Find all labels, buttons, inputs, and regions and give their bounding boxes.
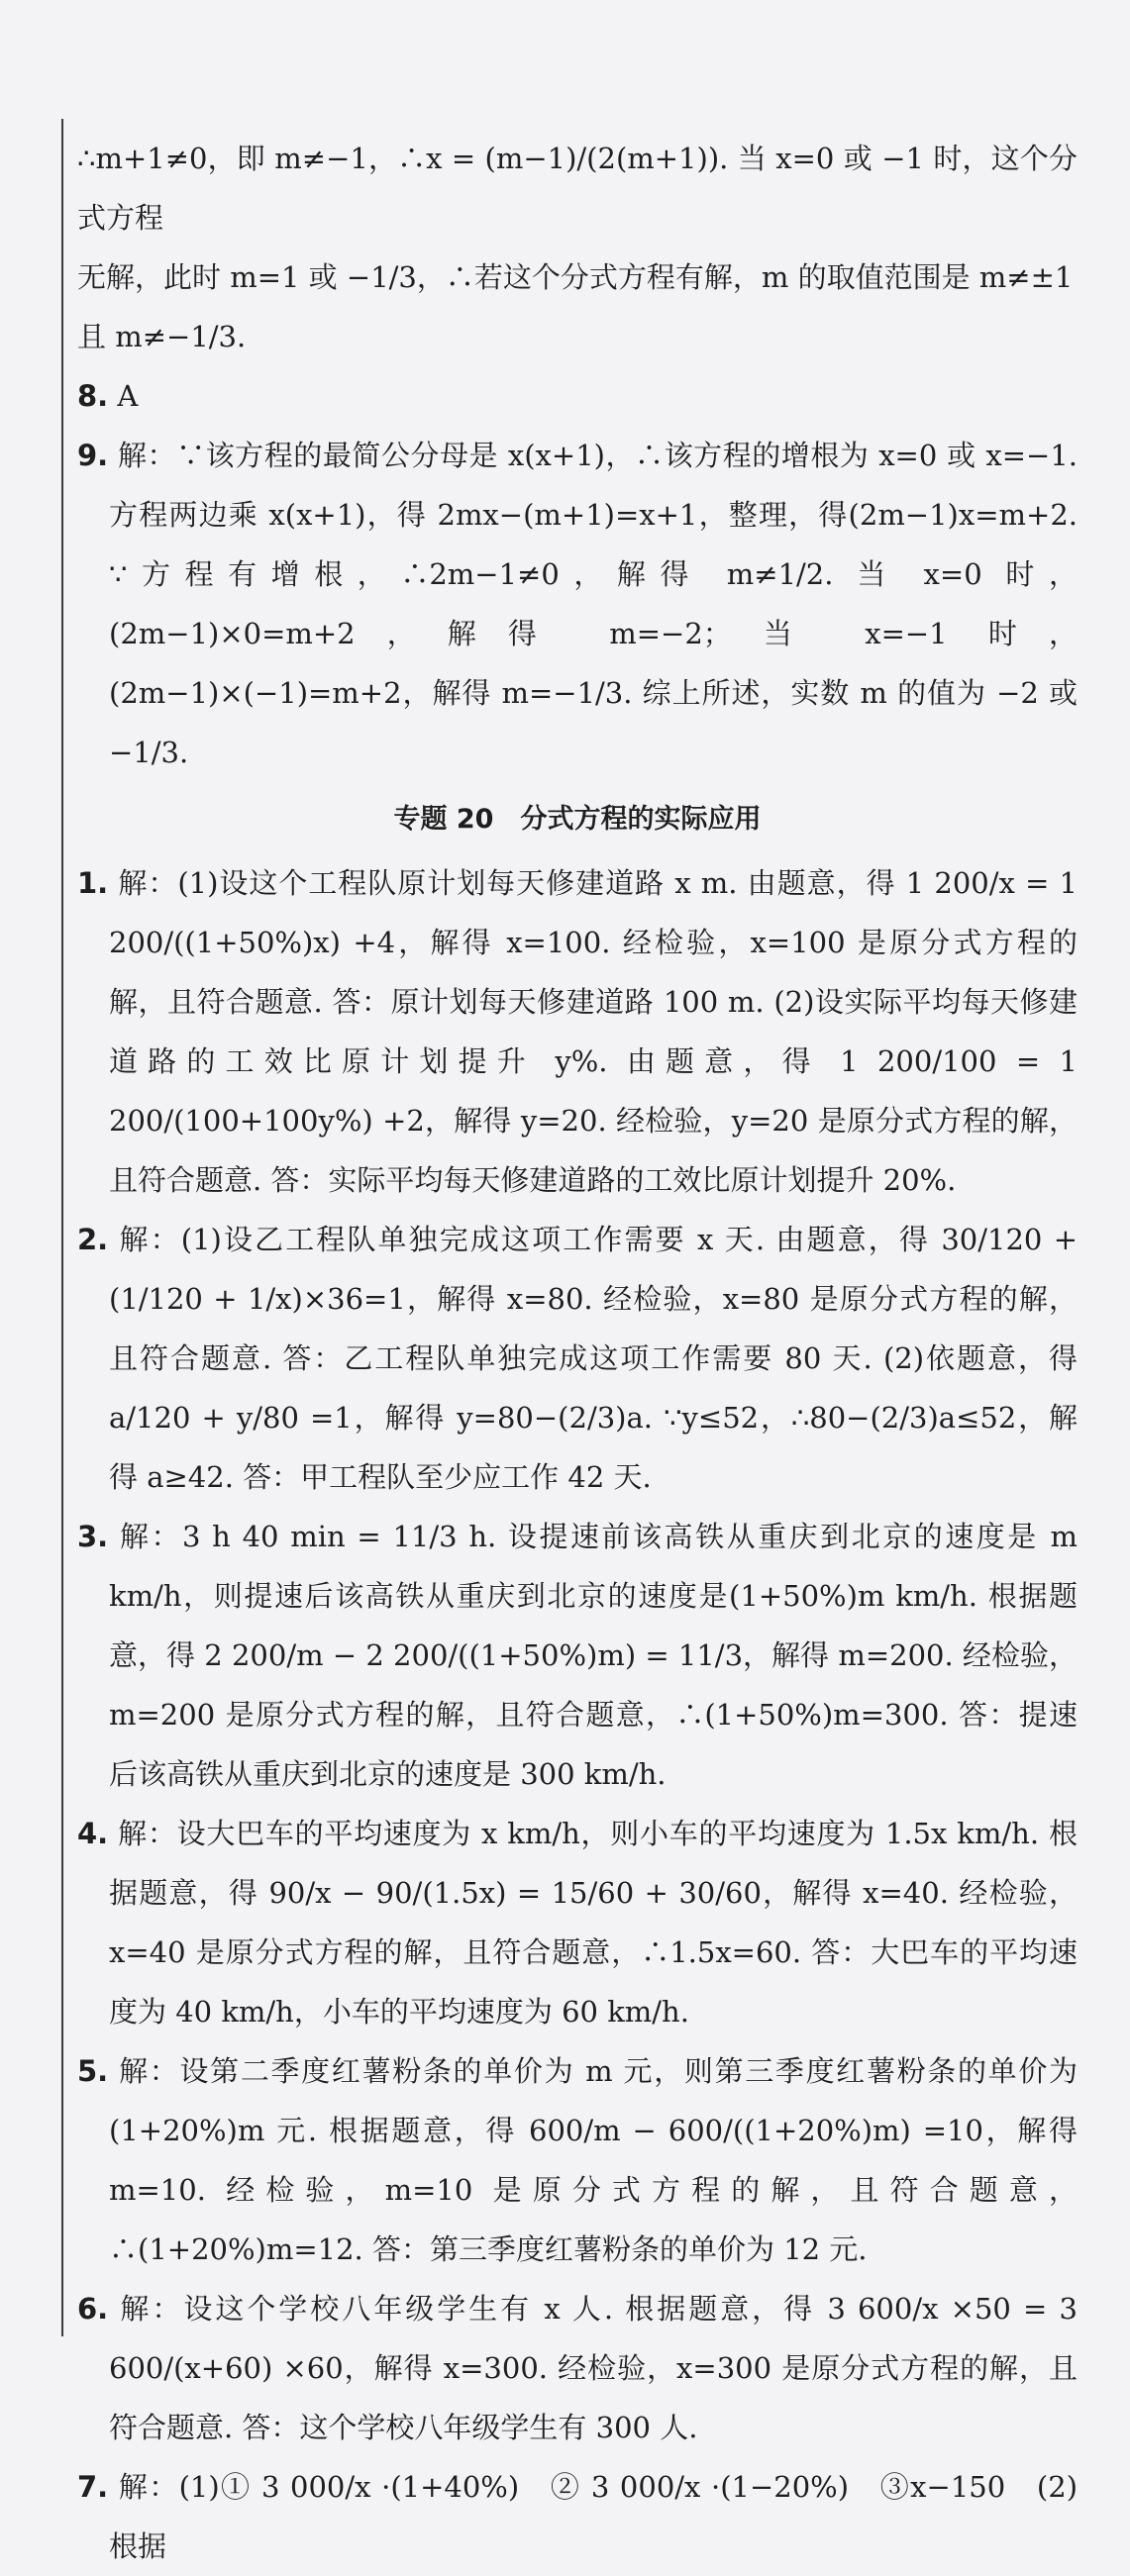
margin-rule <box>61 119 63 2336</box>
item-number: 9. <box>77 439 109 472</box>
item-text: 解：(1)① 3 000/x ·(1+40%) ② 3 000/x ·(1−20%) ③x−150 (2)根据 <box>109 2470 1079 2563</box>
answer-item-3 <box>77 1507 1078 1804</box>
item-number: 5. <box>77 2054 109 2088</box>
item-text: 解：设这个学校八年级学生有 x 人. 根据题意，得 3 600/x ×50 = 3 600/(x+60) ×60，解得 x=300. 经检验，x=300 是原分式方程的解，且符合题意. 答：这个学校八年级学生有 300 人. <box>109 2292 1079 2444</box>
item-number: 3. <box>77 1520 109 1553</box>
answer-item-6 <box>77 2279 1078 2457</box>
answer-item-4 <box>77 1804 1078 2041</box>
item-number: 1. <box>77 866 109 900</box>
item-text: 解：设大巴车的平均速度为 x km/h，则小车的平均速度为 1.5x km/h. 根据题意，得 90/x − 90/(1.5x) = 15/60 + 30/60，解得 x=40. 经检验，x=40 是原分式方程的解，且符合题意，∴1.5x=60. 答：大巴车的平均速度为 40 km/h，小车的平均速度为 60 km/h. <box>109 1817 1079 2029</box>
answer-item-9 <box>77 426 1078 782</box>
answer-item-8 <box>77 366 1078 426</box>
continued-solution-line-2: 无解，此时 m=1 或 −1/3，∴若这个分式方程有解，m 的取值范围是 m≠±1 <box>77 260 1074 294</box>
section-title: 专题 20 分式方程的实际应用 <box>393 804 762 835</box>
answer-item-5 <box>77 2041 1078 2279</box>
item-text: 解：(1)设这个工程队原计划每天修建道路 x m. 由题意，得 1 200/x = 1 200/((1+50%)x) +4，解得 x=100. 经检验，x=100 是原分式方程的解，且符合题意. 答：原计划每天修建道路 100 m. (2)设实际平均每天修建道路的工效比原计划提升 y%. 由题意，得 1 200/100 = 1 200/(100+100y%) +2，解得 y=20. 经检验，y=20 是原分式方程的解，且符合题意. 答：实际平均每天修建道路的工效比原计划提升 20%. <box>109 866 1079 1197</box>
item-text: 解：设第二季度红薯粉条的单价为 m 元，则第三季度红薯粉条的单价为(1+20%)m 元. 根据题意，得 600/m − 600/((1+20%)m) =10，解得 m=10. 经检验，m=10 是原分式方程的解，且符合题意，∴(1+20%)m=12. 答：第三季度红薯粉条的单价为 12 元. <box>109 2054 1079 2266</box>
item-number: 8. <box>77 379 109 413</box>
answer-content <box>77 129 1078 2576</box>
continued-solution-line-1: ∴m+1≠0，即 m≠−1，∴x = (m−1)/(2(m+1)). 当 x=0 或 −1 时，这个分式方程 <box>77 142 1078 235</box>
item-text: 解：3 h 40 min = 11/3 h. 设提速前该高铁从重庆到北京的速度是 m km/h，则提速后该高铁从重庆到北京的速度是(1+50%)m km/h. 根据题意，得 2 200/m − 2 200/((1+50%)m) = 11/3，解得 m=200. 经检验，m=200 是原分式方程的解，且符合题意，∴(1+50%)m=300. 答：提速后该高铁从重庆到北京的速度是 300 km/h. <box>109 1520 1079 1791</box>
answer-item-2 <box>77 1210 1078 1507</box>
answer-item-1 <box>77 853 1078 1210</box>
continued-solution-line-3: 且 m≠−1/3. <box>77 320 247 353</box>
item-text: A <box>117 379 139 413</box>
answer-item-7 <box>77 2457 1078 2576</box>
item-text: 解：(1)设乙工程队单独完成这项工作需要 x 天. 由题意，得 30/120 + (1/120 + 1/x)×36=1，解得 x=80. 经检验，x=80 是原分式方程的解，且符合题意. 答：乙工程队单独完成这项工作需要 80 天. (2)依题意，得 a/120 + y/80 =1，解得 y=80−(2/3)a. ∵y≤52，∴80−(2/3)a≤52，解得 a≥42. 答：甲工程队至少应工作 42 天. <box>109 1223 1078 1494</box>
item-number: 7. <box>77 2470 109 2504</box>
item-number: 6. <box>77 2292 109 2326</box>
item-number: 2. <box>77 1223 109 1256</box>
item-number: 4. <box>77 1817 109 1850</box>
item-text: 解：∵该方程的最简公分母是 x(x+1)，∴该方程的增根为 x=0 或 x=−1. 方程两边乘 x(x+1)，得 2mx−(m+1)=x+1，整理，得(2m−1)x=m+2. ∵方程有增根，∴2m−1≠0，解得 m≠1/2. 当 x=0 时，(2m−1)×0=m+2，解得 m=−2；当 x=−1 时，(2m−1)×(−1)=m+2，解得 m=−1/3. 综上所述，实数 m 的值为 −2 或 −1/3. <box>109 439 1078 769</box>
